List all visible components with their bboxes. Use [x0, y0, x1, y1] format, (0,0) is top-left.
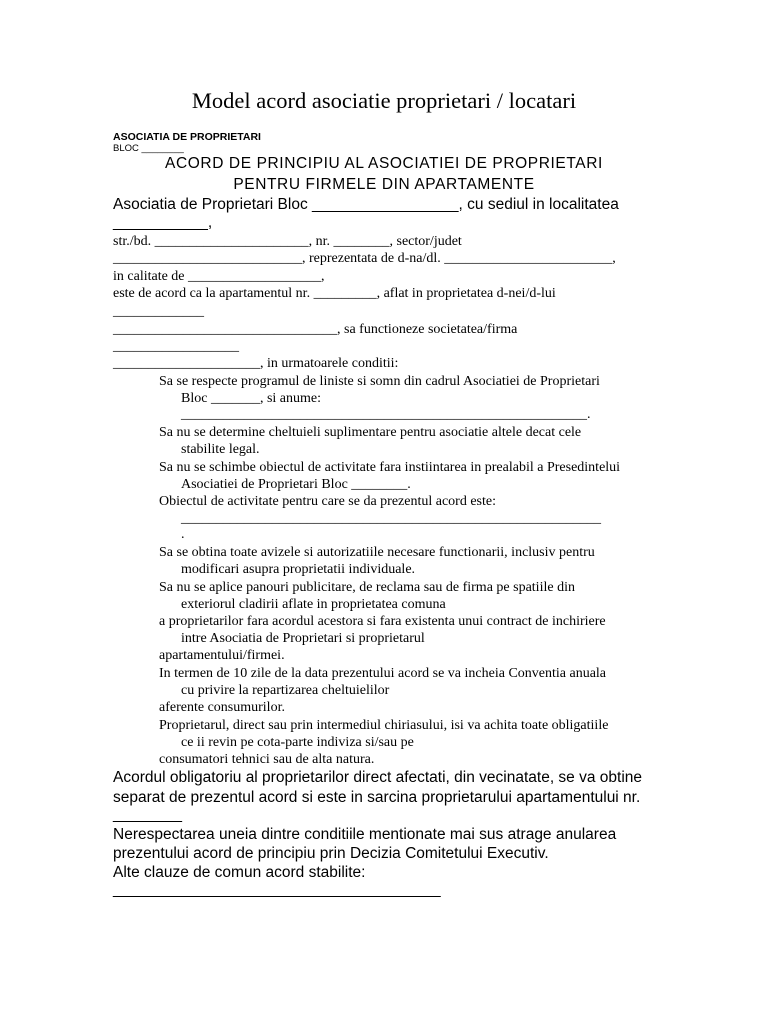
association-name: ASOCIATIA DE PROPRIETARI: [113, 131, 261, 143]
condition-line: a proprietarilor fara acordul acestora si fara existenta unui contract de inchiriere: [159, 614, 606, 629]
document-title: Model acord asociatie proprietari / locatari: [191, 88, 577, 113]
closing-line: ________: [113, 806, 182, 823]
condition-line: Bloc _______, si anume:: [181, 391, 321, 406]
intro-line: in calitate de ___________________,: [113, 269, 325, 284]
condition-line: consumatori tehnici sau de alta natura.: [159, 752, 375, 767]
intro-line: este de acord ca la apartamentul nr. _________, aflat in proprietatea d-nei/d-lui: [113, 286, 556, 301]
agreement-heading-line1: ACORD DE PRINCIPIU AL ASOCIATIEI DE PROPRIETARI: [165, 155, 603, 172]
condition-line: Sa nu se aplice panouri publicitare, de reclama sau de firma pe spatiile din: [159, 580, 575, 595]
association-bloc: BLOC ________: [113, 143, 184, 154]
condition-line: ____________________________________________________________: [181, 511, 601, 526]
condition-line: ce ii revin pe cota-parte indiviza si/sau pe: [181, 735, 414, 750]
condition-line: stabilite legal.: [181, 442, 260, 457]
closing-line: Alte clauze de comun acord stabilite:: [113, 864, 366, 881]
intro-line: _____________: [113, 304, 204, 319]
closing-line: Nerespectarea uneia dintre conditiile mentionate mai sus atrage anularea: [113, 826, 617, 843]
condition-line: Sa nu se determine cheltuieli suplimentare pentru asociatie altele decat cele: [159, 425, 582, 440]
intro-line: Asociatia de Proprietari Bloc _________________, cu sediul in localitatea: [113, 196, 619, 213]
intro-line: ________________________________, sa functioneze societatea/firma: [113, 322, 518, 337]
condition-line: In termen de 10 zile de la data prezentului acord se va incheia Conventia anuala: [159, 666, 607, 681]
condition-line: Sa nu se schimbe obiectul de activitate fara instiintarea in prealabil a Presedintelui: [159, 460, 621, 475]
intro-line: str./bd. ______________________, nr. ________, sector/judet: [113, 234, 462, 249]
closing-line: prezentului acord de principiu prin Decizia Comitetului Executiv.: [113, 845, 549, 862]
intro-line: ___________,: [113, 214, 213, 231]
closing-line: ______________________________________: [113, 881, 441, 898]
intro-line: ___________________________, reprezentata de d-na/dl. ________________________,: [113, 251, 616, 266]
agreement-heading-line2: PENTRU FIRMELE DIN APARTAMENTE: [233, 176, 535, 193]
intro-line: __________________: [113, 339, 239, 354]
intro-line: _____________________, in urmatoarele conditii:: [113, 356, 399, 371]
condition-line: intre Asociatia de Proprietari si proprietarul: [181, 631, 425, 646]
condition-line: aferente consumurilor.: [159, 700, 285, 715]
condition-line: cu privire la repartizarea cheltuielilor: [181, 683, 390, 698]
condition-line: Proprietarul, direct sau prin intermediul chiriasului, isi va achita toate obligatiile: [159, 718, 609, 733]
condition-line: .: [181, 527, 185, 542]
condition-line: __________________________________________________________.: [181, 407, 591, 422]
closing-line: Acordul obligatoriu al proprietarilor direct afectati, din vecinatate, se va obtine: [113, 769, 643, 786]
condition-line: Sa se respecte programul de liniste si somn din cadrul Asociatiei de Proprietari: [159, 374, 600, 389]
closing-line: separat de prezentul acord si este in sarcina proprietarului apartamentului nr.: [113, 789, 641, 806]
condition-line: modificari asupra proprietatii individuale.: [181, 562, 416, 577]
condition-line: apartamentului/firmei.: [159, 648, 285, 663]
condition-line: Asociatiei de Proprietari Bloc ________.: [181, 477, 411, 492]
condition-line: Sa se obtina toate avizele si autorizatiile necesare functionarii, inclusiv pentru: [159, 545, 595, 560]
condition-line: Obiectul de activitate pentru care se da prezentul acord este:: [159, 494, 496, 509]
condition-line: exteriorul cladirii aflate in proprietatea comuna: [181, 597, 446, 612]
